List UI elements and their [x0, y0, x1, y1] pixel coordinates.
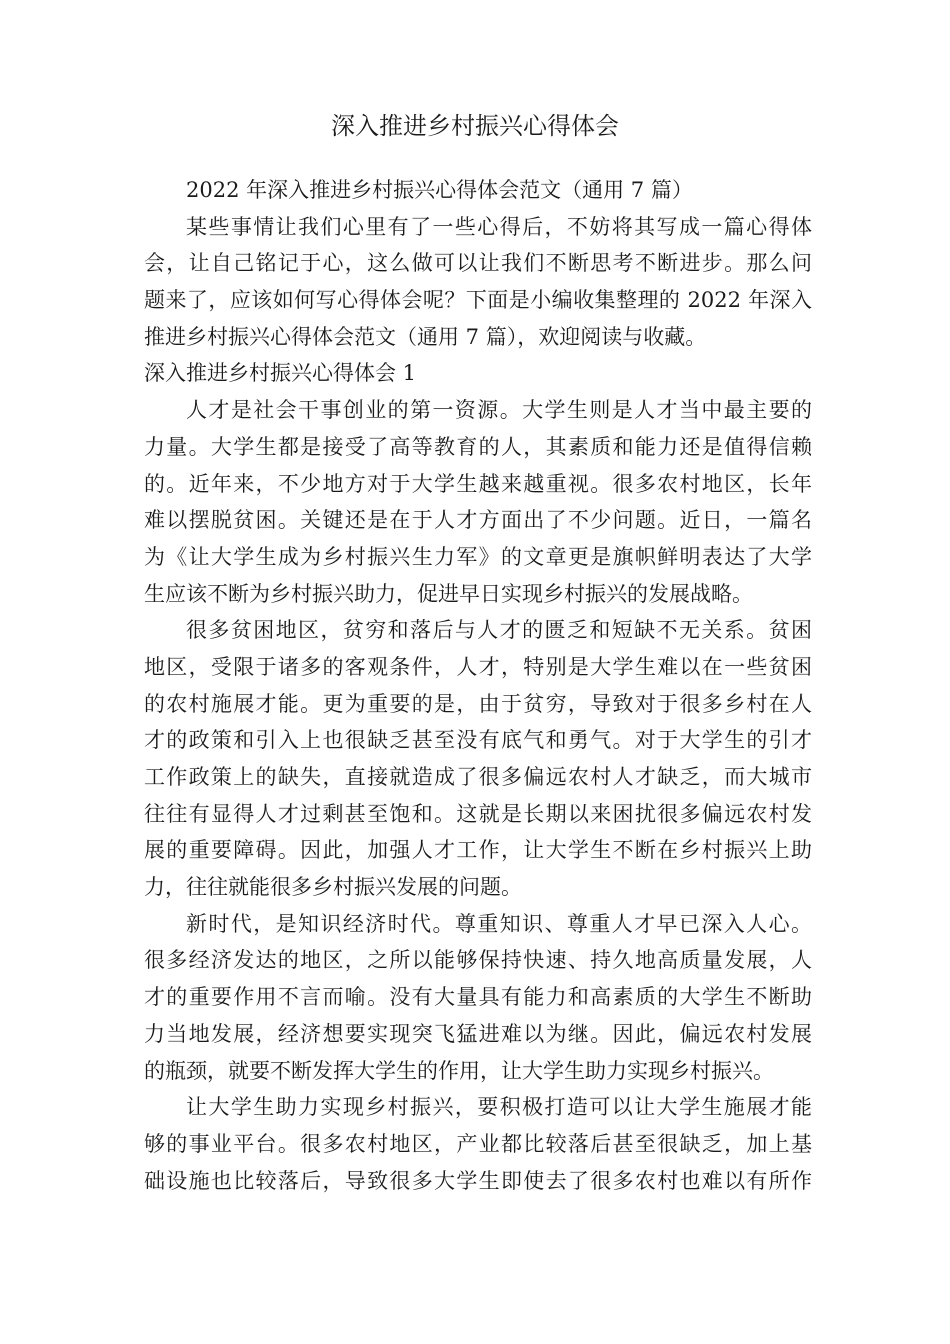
paragraph-first-line: 很多贫困地区，贫穷和落后与人才的匮乏和短缺不无关系。贫困 — [186, 618, 812, 643]
text-line: 为《让大学生成为乡村振兴生力军》的文章更是旗帜鲜明表达了大学 — [144, 544, 812, 569]
text-line: 的。近年来，不少地方对于大学生越来越重视。很多农村地区，长年 — [144, 471, 812, 496]
text-line: 地区，受限于诸多的客观条件，人才，特别是大学生难以在一些贫困 — [144, 654, 812, 679]
text-line: 础设施也比较落后，导致很多大学生即使去了很多农村也难以有所作 — [144, 1168, 812, 1193]
text-line: 会，让自己铭记于心，这么做可以让我们不断思考不断进步。那么问 — [144, 251, 812, 276]
paragraph-first-line: 某些事情让我们心里有了一些心得后，不妨将其写成一篇心得体 — [186, 214, 812, 239]
paragraph-first-line: 让大学生助力实现乡村振兴，要积极打造可以让大学生施展才能 — [186, 1095, 812, 1120]
document-body — [144, 172, 812, 1199]
paragraph-first-line: 新时代，是知识经济时代。尊重知识、尊重人才早已深入人心。 — [186, 911, 812, 936]
text-line: 才的重要作用不言而喻。没有大量具有能力和高素质的大学生不断助 — [144, 985, 812, 1010]
text-line: 力量。大学生都是接受了高等教育的人，其素质和能力还是值得信赖 — [144, 434, 812, 459]
text-line: 生应该不断为乡村振兴助力，促进早日实现乡村振兴的发展战略。 — [144, 581, 753, 606]
text-line: 的瓶颈，就要不断发挥大学生的作用，让大学生助力实现乡村振兴。 — [144, 1058, 774, 1083]
text-line: 往往有显得人才过剩甚至饱和。这就是长期以来困扰很多偏远农村发 — [144, 801, 812, 826]
text-line: 的农村施展才能。更为重要的是，由于贫穷，导致对于很多乡村在人 — [144, 691, 812, 716]
text-line: 才的政策和引入上也很缺乏甚至没有底气和勇气。对于大学生的引才 — [144, 728, 812, 753]
text-line: 推进乡村振兴心得体会范文（通用 7 篇），欢迎阅读与收藏。 — [144, 324, 707, 349]
text-line: 深入推进乡村振兴心得体会 1 — [144, 361, 417, 386]
text-line: 展的重要障碍。因此，加强人才工作，让大学生不断在乡村振兴上助 — [144, 838, 812, 863]
text-line: 很多经济发达的地区，之所以能够保持快速、持久地高质量发展，人 — [144, 948, 812, 973]
text-line: 题来了，应该如何写心得体会呢？下面是小编收集整理的 2022 年深入 — [144, 288, 812, 313]
text-line: 力，往往就能很多乡村振兴发展的问题。 — [144, 875, 522, 900]
text-line: 力当地发展，经济想要实现突飞猛进难以为继。因此，偏远农村发展 — [144, 1021, 812, 1046]
text-line: 难以摆脱贫困。关键还是在于人才方面出了不少问题。近日，一篇名 — [144, 508, 812, 533]
text-line: 工作政策上的缺失，直接就造成了很多偏远农村人才缺乏，而大城市 — [144, 765, 812, 789]
document-title: 深入推进乡村振兴心得体会 — [331, 112, 619, 140]
paragraph-first-line: 2022 年深入推进乡村振兴心得体会范文（通用 7 篇） — [186, 178, 693, 202]
paragraph-first-line: 人才是社会干事创业的第一资源。大学生则是人才当中最主要的 — [186, 398, 812, 423]
text-line: 够的事业平台。很多农村地区，产业都比较落后甚至很缺乏，加上基 — [144, 1131, 812, 1156]
